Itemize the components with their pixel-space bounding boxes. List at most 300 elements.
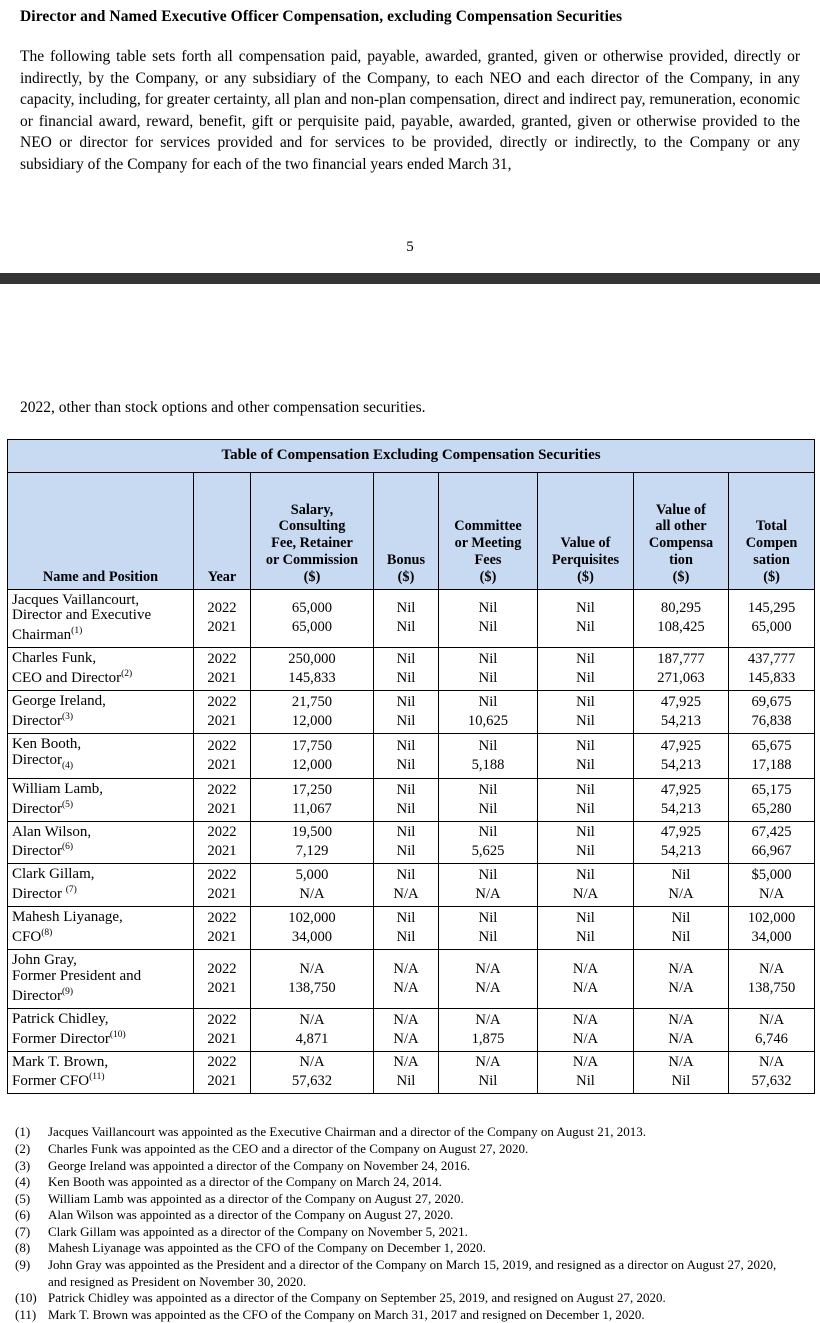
cell-value: 54,213 (660, 843, 702, 860)
footnote-ref: (4) (61, 760, 74, 771)
cell-value: Nil (396, 619, 416, 636)
total-compensation-cell (729, 691, 815, 734)
footnote-ref: (1) (71, 626, 83, 637)
cell-value: 65,000 (291, 600, 333, 617)
name-line: Director$^{(3)}$ (12, 712, 74, 729)
cell-value: Nil (478, 824, 498, 841)
cell-value: 57,632 (291, 1073, 333, 1090)
cell-value: Nil (396, 756, 416, 773)
salary-cell (251, 1051, 374, 1094)
column-header-line: ($) (672, 568, 690, 585)
column-header (374, 472, 439, 589)
name-line: Charles Funk, (12, 650, 97, 667)
cell-value: Nil (576, 910, 595, 927)
committee-fees-cell (439, 778, 538, 821)
name-line: CEO and Director$^{(2)}$ (12, 669, 133, 687)
total-compensation-cell (729, 648, 815, 691)
name-line: Clark Gillam, (12, 866, 95, 883)
perquisites-cell (538, 907, 634, 950)
perquisites-cell (538, 733, 634, 778)
footnote-text: Mark T. Brown was appointed as the CFO of the Company on March 31, 2017 and resigned on December 1, 2020. (48, 1306, 645, 1322)
column-header-line: all other (655, 518, 707, 535)
column-header (729, 472, 815, 589)
footnote-ref: (5) (61, 799, 74, 810)
cell-value: 11,067 (292, 800, 332, 817)
column-header-line: ($) (479, 568, 497, 585)
cell-value: 65,175 (751, 781, 792, 798)
column-header-line: Committee (454, 518, 522, 535)
cell-value: Nil (396, 694, 416, 710)
bonus-cell (374, 691, 439, 734)
document-page (0, 8, 820, 1322)
column-header-line: or Commission (265, 551, 359, 568)
table-row (8, 821, 815, 864)
year-cell (194, 589, 251, 648)
cell-value: 10,625 (467, 713, 509, 729)
perquisites-cell (538, 821, 634, 864)
column-header-line: ($) (577, 568, 594, 585)
footnote-marker: (8) (15, 1240, 31, 1256)
table-row (8, 949, 815, 1008)
cell-value: 138,750 (288, 979, 336, 996)
table-row (8, 1051, 815, 1094)
year-value: 2021 (207, 886, 237, 903)
year-value: 2022 (207, 824, 237, 841)
name-line: Former President and (12, 967, 142, 984)
cell-value: 66,967 (751, 843, 792, 860)
cell-value: 108,425 (657, 619, 705, 636)
cell-value: N/A (393, 1011, 419, 1028)
salary-cell (251, 949, 374, 1008)
cell-value: 271,063 (657, 670, 705, 687)
cell-value: Nil (478, 910, 498, 927)
footnote-text: Mahesh Liyanage was appointed as the CFO of the Company on December 1, 2020. (48, 1240, 486, 1256)
cell-value: Nil (671, 1073, 691, 1090)
year-cell (194, 733, 251, 778)
cell-value: Nil (576, 756, 595, 773)
year-cell (194, 778, 251, 821)
name-line: Mahesh Liyanage, (12, 909, 123, 926)
footnote-item (15, 1224, 796, 1241)
name-cell (8, 864, 194, 907)
footnote-ref: (10) (109, 1029, 126, 1040)
cell-value: Nil (478, 619, 498, 636)
cell-value: 80,295 (660, 600, 702, 617)
year-value: 2022 (207, 737, 237, 754)
bonus-cell (374, 864, 439, 907)
cell-value: Nil (396, 737, 416, 754)
footnote-text: William Lamb was appointed as a director of the Company on August 27, 2020. (48, 1190, 464, 1206)
salary-cell (251, 1008, 374, 1051)
cell-value: 65,280 (751, 800, 792, 817)
footnote-marker: (11) (15, 1306, 37, 1322)
total-compensation-cell (729, 821, 815, 864)
cell-value: Nil (671, 867, 691, 884)
all-other-compensation-cell (634, 864, 729, 907)
year-value: 2021 (207, 619, 237, 636)
page-number: 5 (406, 238, 414, 255)
cell-value: N/A (668, 886, 694, 903)
cell-value: Nil (396, 843, 416, 860)
cell-value: 57,632 (751, 1073, 792, 1090)
cell-value: 437,777 (747, 651, 796, 668)
bonus-cell (374, 1051, 439, 1094)
table-row (8, 907, 815, 950)
perquisites-cell (538, 864, 634, 907)
footnote-text: George Ireland was appointed a director of the Company on November 24, 2016. (48, 1157, 471, 1173)
cell-value: N/A (475, 1054, 501, 1071)
name-line: Former CFO$^{(11)}$ (12, 1072, 105, 1090)
salary-cell (251, 589, 374, 648)
cell-value: 145,833 (747, 670, 796, 687)
cell-value: N/A (475, 1011, 501, 1028)
cell-value: N/A (758, 960, 785, 977)
footnote-item (15, 1124, 796, 1141)
cell-value: Nil (576, 651, 595, 668)
salary-cell (251, 648, 374, 691)
year-value: 2021 (207, 756, 237, 773)
column-header-line: Bonus (386, 551, 426, 568)
salary-cell (251, 864, 374, 907)
total-compensation-cell (729, 778, 815, 821)
cell-value: 5,625 (471, 843, 505, 860)
table-row (8, 589, 815, 648)
footnote-item (15, 1191, 796, 1208)
all-other-compensation-cell (634, 589, 729, 648)
column-header-line: Total (755, 518, 788, 535)
cell-value: Nil (478, 670, 498, 687)
all-other-compensation-cell (634, 648, 729, 691)
year-value: 2022 (207, 1011, 237, 1028)
year-value: 2022 (207, 910, 237, 927)
cell-value: Nil (671, 929, 691, 946)
footnote-marker: (2) (15, 1140, 31, 1156)
perquisites-cell (538, 589, 634, 648)
total-compensation-cell (729, 733, 815, 778)
footnote-text: John Gray was appointed as the President and a director of the Company on March 15, 2019, and resigned as a director on August 27, 2020, and resigned as President on November 30, 2020. (48, 1257, 777, 1289)
table-title: Table of Compensation Excluding Compensation Securities (8, 439, 815, 472)
total-compensation-cell (729, 1008, 815, 1051)
footnote-marker: (1) (15, 1124, 31, 1140)
column-header-line: Consulting (278, 518, 346, 535)
name-cell (8, 1051, 194, 1094)
year-value: 2021 (207, 979, 237, 996)
cell-value: N/A (475, 886, 501, 903)
cell-value: N/A (393, 1054, 419, 1071)
name-line: Alan Wilson, (12, 823, 92, 840)
column-header (251, 472, 374, 589)
footnote-ref: (2) (121, 669, 133, 680)
committee-fees-cell (439, 691, 538, 734)
cell-value: Nil (478, 867, 498, 884)
year-cell (194, 949, 251, 1008)
cell-value: N/A (668, 1054, 694, 1071)
perquisites-cell (538, 1008, 634, 1051)
table-row (8, 1008, 815, 1051)
all-other-compensation-cell (634, 778, 729, 821)
column-header-line: Year (207, 568, 237, 585)
column-header (194, 472, 251, 589)
salary-cell (251, 691, 374, 734)
cell-value: Nil (576, 867, 595, 884)
perquisites-cell (538, 691, 634, 734)
year-value: 2021 (207, 713, 237, 729)
total-compensation-cell (729, 864, 815, 907)
footnote-ref: (9) (61, 986, 74, 997)
name-line: Director$^{(9)}$ (12, 986, 74, 1004)
cell-value: 19,500 (291, 824, 333, 841)
cell-value: Nil (576, 824, 595, 841)
cell-value: 102,000 (288, 910, 336, 927)
cell-value: 47,925 (660, 824, 702, 841)
bonus-cell (374, 949, 439, 1008)
year-value: 2021 (207, 800, 237, 817)
committee-fees-cell (439, 821, 538, 864)
cell-value: N/A (299, 886, 325, 903)
cell-value: Nil (576, 600, 595, 617)
salary-cell (251, 821, 374, 864)
cell-value: Nil (396, 781, 416, 798)
committee-fees-cell (439, 1051, 538, 1094)
cell-value: 21,750 (291, 694, 333, 710)
bonus-cell (374, 907, 439, 950)
all-other-compensation-cell (634, 1051, 729, 1094)
name-line: Director$_{(4)}$ (12, 751, 74, 771)
cell-value: 65,000 (751, 619, 792, 636)
footnote-text: Ken Booth was appointed as a director of the Company on March 24, 2014. (48, 1174, 442, 1190)
all-other-compensation-cell (634, 907, 729, 950)
cell-value: 145,295 (747, 600, 796, 617)
column-header-line: Compensa (648, 535, 714, 552)
footnote-marker: (5) (15, 1190, 31, 1206)
year-cell (194, 821, 251, 864)
table-row (8, 648, 815, 691)
cell-value: N/A (572, 886, 599, 903)
year-value: 2022 (207, 694, 237, 710)
footnote-ref: (7) (65, 885, 77, 896)
column-header-line: Value of (656, 501, 706, 518)
cell-value: Nil (478, 929, 498, 946)
column-header-line: Fee, Retainer (271, 535, 353, 552)
cell-value: Nil (576, 843, 595, 860)
all-other-compensation-cell (634, 821, 729, 864)
column-header-line: Name and Position (42, 568, 159, 585)
name-line: William Lamb, (12, 780, 104, 797)
name-cell (8, 821, 194, 864)
cell-value: 145,833 (288, 670, 336, 687)
table-row (8, 864, 815, 907)
column-header (439, 472, 538, 589)
cell-value: N/A (572, 1011, 599, 1028)
name-cell (8, 778, 194, 821)
bonus-cell (374, 589, 439, 648)
cell-value: 47,925 (660, 781, 702, 798)
name-cell (8, 733, 194, 778)
year-cell (194, 691, 251, 734)
name-cell (8, 949, 194, 1008)
footnote-text: Clark Gillam was appointed as a director of the Company on November 5, 2021. (48, 1223, 468, 1239)
column-header (8, 472, 194, 589)
footnote-item (15, 1240, 796, 1257)
cell-value: Nil (396, 800, 416, 817)
cell-value: N/A (393, 1030, 419, 1047)
cell-value: Nil (396, 600, 416, 617)
cell-value: N/A (393, 960, 419, 977)
cell-value: N/A (668, 960, 694, 977)
salary-cell (251, 733, 374, 778)
cell-value: Nil (396, 651, 416, 668)
perquisites-cell (538, 949, 634, 1008)
footnote-ref: (8) (41, 928, 53, 939)
cell-value: Nil (576, 670, 595, 687)
cell-value: 4,871 (295, 1030, 329, 1047)
name-line: Director $^{(7)}$ (12, 885, 77, 903)
footnote-ref: (11) (89, 1072, 105, 1083)
footnote-item (15, 1174, 796, 1191)
footnote-text: Alan Wilson was appointed as a director of the Company on August 27, 2020. (48, 1207, 454, 1223)
salary-cell (251, 907, 374, 950)
bonus-cell (374, 648, 439, 691)
cell-value: 1,875 (471, 1030, 505, 1047)
committee-fees-cell (439, 648, 538, 691)
all-other-compensation-cell (634, 733, 729, 778)
year-cell (194, 907, 251, 950)
year-value: 2022 (207, 960, 237, 977)
cell-value: 17,250 (291, 781, 333, 798)
cell-value: Nil (576, 781, 595, 798)
column-header-line: Compen (745, 535, 798, 552)
cell-value: 187,777 (657, 651, 705, 668)
cell-value: N/A (572, 1030, 599, 1047)
total-compensation-cell (729, 589, 815, 648)
column-header-line: Salary, (290, 501, 334, 518)
name-line: Director and Executive (12, 607, 152, 624)
table-row (8, 733, 815, 778)
cell-value: 76,838 (751, 713, 792, 729)
cell-value: 138,750 (747, 979, 796, 996)
cell-value: Nil (396, 1073, 416, 1090)
cell-value: 47,925 (660, 694, 702, 710)
cell-value: Nil (396, 910, 416, 927)
cell-value: 54,213 (660, 756, 702, 773)
total-compensation-cell (729, 949, 815, 1008)
cell-value: Nil (478, 694, 498, 710)
footnote-item (15, 1158, 796, 1175)
name-cell (8, 907, 194, 950)
bonus-cell (374, 778, 439, 821)
cell-value: 17,188 (751, 756, 792, 773)
cell-value: N/A (758, 1011, 785, 1028)
cell-value: 65,675 (751, 737, 792, 754)
name-line: Chairman$^{(1)}$ (12, 626, 83, 644)
footnote-marker: (10) (15, 1290, 37, 1306)
footnote-ref: (3) (61, 712, 74, 722)
footnote-item (15, 1141, 796, 1158)
year-value: 2021 (207, 843, 237, 860)
comp-table-body (8, 439, 815, 1094)
table-row (8, 691, 815, 734)
perquisites-cell (538, 648, 634, 691)
cell-value: 5,000 (295, 867, 329, 884)
year-cell (194, 1051, 251, 1094)
footnote-text: Charles Funk was appointed as the CEO and a director of the Company on August 27, 2020. (48, 1140, 529, 1156)
intro-paragraph: The following table sets forth all compensation paid, payable, awarded, granted, given or otherwise provided, directly or indirectly, by the Company, or any subsidiary of the Company, to each NEO and each director of the Company, in any capacity, including, for greater certainty, all plan and non-plan compensation, direct and indirect pay, remuneration, economic or financial award, reward, benefit, gift or perquisite paid, payable, awarded, granted, given or otherwise provided to the NEO or director for services provided and for services to be provided, directly or indirectly, to the Company or any subsidiary of the Company for each of the two financial years ended March 31, (20, 48, 800, 173)
cell-value: 12,000 (291, 756, 333, 773)
name-cell (8, 589, 194, 648)
cell-value: Nil (396, 670, 416, 687)
cell-value: Nil (576, 619, 595, 636)
total-compensation-cell (729, 907, 815, 950)
name-line: Ken Booth, (12, 735, 82, 752)
cell-value: N/A (475, 979, 501, 996)
cell-value: Nil (576, 929, 595, 946)
year-value: 2022 (207, 600, 237, 617)
cell-value: 250,000 (288, 651, 336, 668)
cell-value: Nil (576, 737, 595, 754)
cell-value: Nil (478, 600, 498, 617)
cell-value: N/A (299, 1011, 325, 1028)
committee-fees-cell (439, 907, 538, 950)
column-header (538, 472, 634, 589)
cell-value: 6,746 (755, 1030, 788, 1047)
perquisites-cell (538, 1051, 634, 1094)
column-header-line: ($) (397, 568, 415, 585)
all-other-compensation-cell (634, 1008, 729, 1051)
table-row (8, 778, 815, 821)
cell-value: N/A (299, 1054, 325, 1071)
cell-value: 7,129 (295, 843, 329, 860)
column-header-line: ($) (303, 568, 321, 585)
footnote-item (15, 1257, 796, 1290)
bonus-cell (374, 821, 439, 864)
cell-value: Nil (396, 824, 416, 841)
cell-value: Nil (478, 781, 498, 798)
column-header (634, 472, 729, 589)
name-line: Jacques Vaillancourt, (12, 591, 140, 608)
cell-value: N/A (393, 886, 419, 903)
cell-value: Nil (478, 1073, 498, 1090)
year-cell (194, 864, 251, 907)
year-cell (194, 648, 251, 691)
year-value: 2022 (207, 867, 237, 884)
footnote-marker: (4) (15, 1174, 31, 1190)
table-title-row (8, 439, 815, 472)
cell-value: Nil (576, 694, 595, 710)
bonus-cell (374, 733, 439, 778)
perquisites-cell (538, 778, 634, 821)
footnote-item (15, 1307, 796, 1323)
cell-value: Nil (396, 867, 416, 884)
cell-value: 47,925 (660, 737, 702, 754)
name-line: Former Director$^{(10)}$ (12, 1029, 126, 1047)
column-header-line: ($) (763, 568, 780, 585)
all-other-compensation-cell (634, 691, 729, 734)
footnote-item (15, 1290, 796, 1307)
cell-value: Nil (576, 1073, 595, 1090)
salary-cell (251, 778, 374, 821)
column-header-line: tion (669, 551, 693, 568)
cell-value: N/A (758, 1054, 785, 1071)
column-header-line: sation (753, 551, 790, 568)
page-divider-bar (0, 273, 820, 284)
section-heading: Director and Named Executive Officer Compensation, excluding Compensation Securities (20, 8, 623, 25)
cell-value: N/A (758, 886, 785, 903)
name-cell (8, 648, 194, 691)
year-value: 2021 (207, 929, 237, 946)
year-value: 2021 (207, 670, 237, 687)
column-header-line: Perquisites (551, 551, 620, 568)
footnote-marker: (7) (15, 1223, 31, 1239)
